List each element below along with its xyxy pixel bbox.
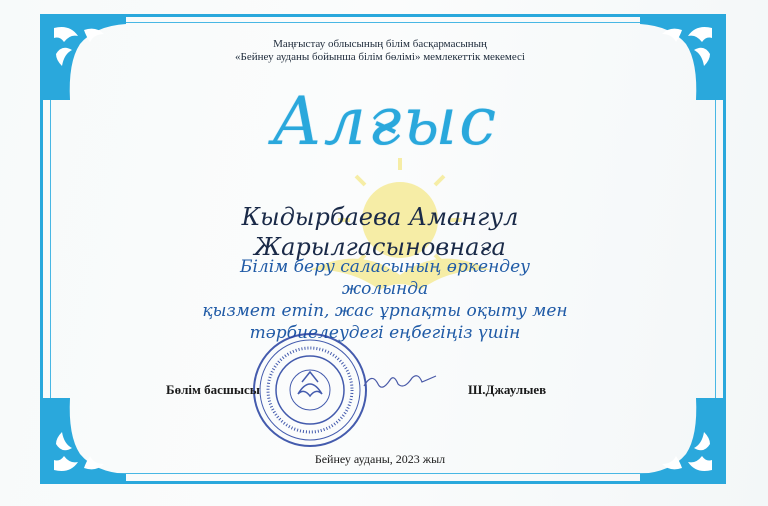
certificate-title: Алғыс: [271, 83, 499, 160]
corner-ornament-bottom-left: [40, 398, 126, 484]
signatory-name: Ш.Джаулыев: [468, 382, 547, 397]
message-line-2: қызмет етіп, жас ұрпақты оқыту мен: [202, 301, 568, 321]
corner-ornament-top-left: [40, 14, 126, 100]
official-seal-stamp: [250, 330, 370, 450]
message-line-1: Білім беру саласының өркендеу жолында: [239, 257, 531, 299]
issuer-line-1: Маңғыстау облысының білім басқармасының: [273, 38, 487, 50]
corner-ornament-bottom-right: [640, 398, 726, 484]
recipient-name: Кыдырбаева Амангул Жарылгасыновнаға: [241, 203, 519, 261]
issuer-line-2: «Бейнеу ауданы бойынша білім бөлімі» мемлекеттік мекемесі: [235, 51, 525, 63]
signatory-position: Бөлім басшысы: [166, 382, 260, 397]
place-and-year: Бейнеу ауданы, 2023 жыл: [314, 452, 446, 466]
handwritten-signature: [360, 366, 440, 396]
message-line-3: тәрбиелеудегі еңбегіңіз үшін: [249, 323, 521, 343]
corner-ornament-top-right: [640, 14, 726, 100]
issuer-header: [160, 38, 600, 64]
